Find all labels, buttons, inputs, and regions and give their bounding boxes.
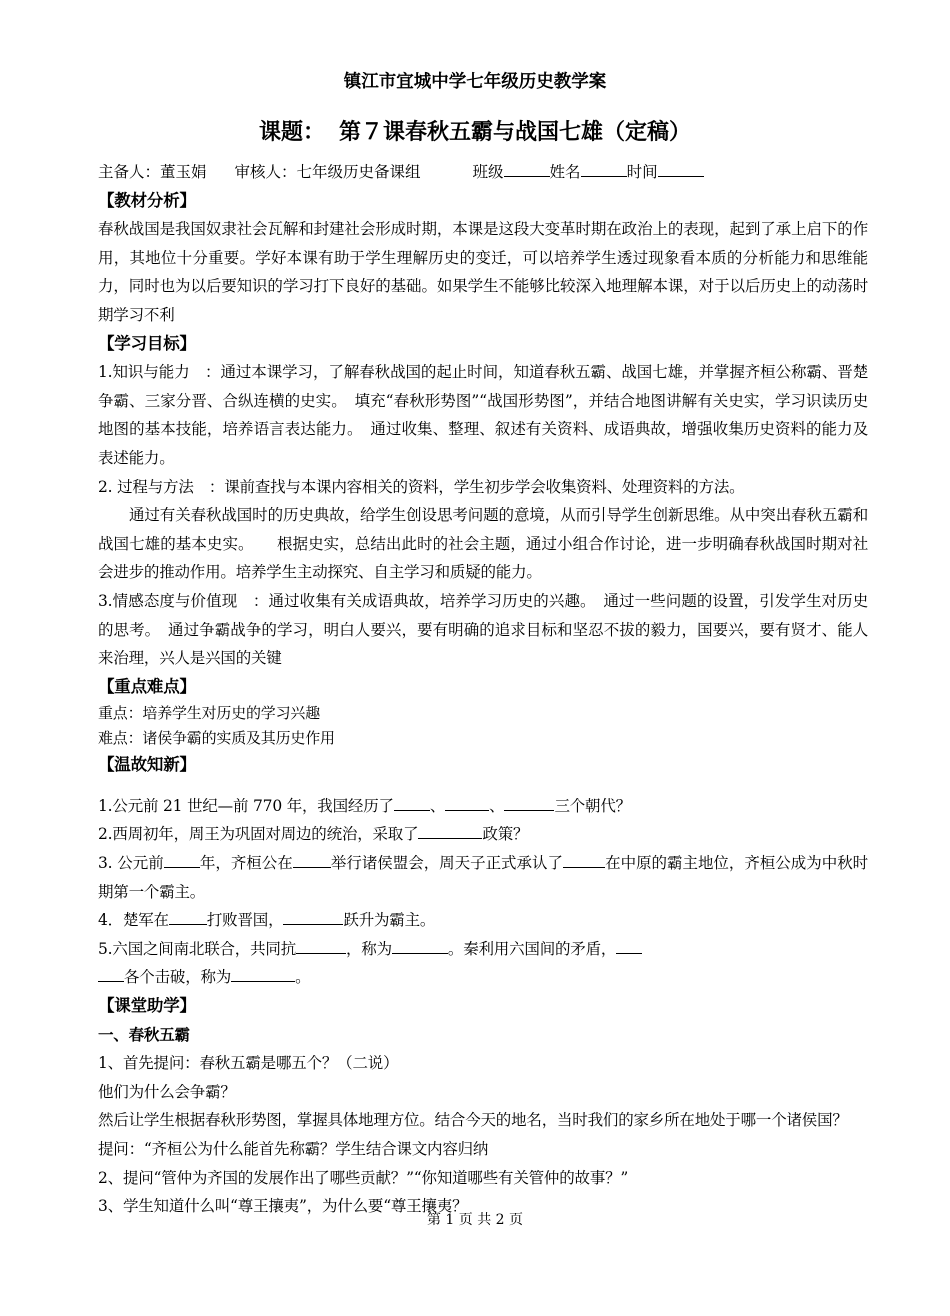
page-footer: 第 1 页 共 2 页	[426, 1212, 524, 1228]
analysis-text: 春秋战国是我国奴隶社会瓦解和封建社会形成时期，本课是这段大变革时期在政治上的表现，起到了承上启下的作用，其地位十分重要。学好本课有助于学生理解历史的变迁，可以培养学生透过现象看本质的分析能力和思维能力，同时也为以后要知识的学习打下良好的基础。如果学生不能够比较深入地理解本课，对于以后历史上的动荡时期学习不利	[98, 220, 868, 324]
name-blank[interactable]	[581, 159, 627, 177]
q1-blank-2[interactable]	[445, 793, 489, 811]
name-label: 姓名	[549, 163, 581, 181]
q5-text-b: ，称为	[346, 939, 392, 958]
q4-text-c: 跃升为霸主。	[343, 911, 436, 930]
key-point: 重点：培养学生对历史的学习兴趣	[98, 704, 321, 723]
review-question-1	[98, 792, 868, 821]
q5-blank-4[interactable]	[231, 964, 295, 982]
q1-sep-2: 、	[489, 796, 505, 815]
goal-process: 2. 过程与方法 ：课前查找与本课内容相关的资料，学生初步学会收集资料、处理资料的方法。	[98, 477, 745, 496]
lesson-name: 第７课春秋五霸与战国七雄（定稿）	[339, 120, 692, 145]
lesson-title	[0, 118, 950, 148]
lesson-prefix: 课题：	[258, 120, 325, 145]
q5-text-e: 。	[295, 968, 311, 987]
q5-blank-3b[interactable]	[98, 964, 124, 982]
heading-goals: 【学习目标】	[98, 333, 196, 353]
preparer: 主备人：董玉娟	[98, 163, 207, 181]
heading-review: 【温故知新】	[98, 755, 196, 775]
q3-blank-2[interactable]	[293, 850, 331, 868]
q3-blank-3[interactable]	[563, 850, 605, 868]
q2-blank[interactable]	[418, 821, 482, 839]
time-blank[interactable]	[658, 159, 704, 177]
q4-text-b: 打败晋国，	[206, 911, 284, 930]
class-label: 班级	[472, 163, 504, 181]
classroom-line-1: 1、首先提问：春秋五霸是哪五个？（二说）	[98, 1054, 399, 1073]
q4-blank-2[interactable]	[283, 907, 343, 925]
school-title: 镇江市宜城中学七年级历史教学案	[343, 72, 607, 92]
q5-text-a: 5.六国之间南北联合，共同抗	[98, 939, 296, 958]
q2-text-b: 政策？	[482, 825, 529, 844]
reviewer: 审核人：七年级历史备课组	[234, 163, 421, 181]
review-question-5	[98, 935, 868, 992]
q1-blank-1[interactable]	[394, 793, 430, 811]
q4-blank-1[interactable]	[169, 907, 207, 925]
q2-text-a: 2.西周初年，周王为巩固对周边的统治，采取了	[98, 825, 419, 844]
difficult-point: 难点：诸侯争霸的实质及其历史作用	[98, 729, 335, 748]
classroom-line-3: 然后让学生根据春秋形势图，掌握具体地理方位。结合今天的地名，当时我们的家乡所在地处于哪一个诸侯国？	[98, 1111, 848, 1130]
review-question-2	[98, 820, 868, 849]
meta-row	[98, 158, 868, 187]
q5-blank-3a[interactable]	[616, 936, 642, 954]
q1-blank-3[interactable]	[504, 793, 554, 811]
heading-classroom: 【课堂助学】	[98, 996, 196, 1016]
classroom-line-4: 提问：“齐桓公为什么能首先称霸？学生结合课文内容归纳	[98, 1140, 489, 1158]
heading-analysis: 【教材分析】	[98, 190, 196, 210]
goal-knowledge: 1.知识与能力 ：通过本课学习，了解春秋战国的起止时间，知道春秋五霸、战国七雄，并掌握齐桓公称霸、晋楚争霸、三家分晋、合纵连横的史实。 填充“春秋形势图”“战国形势图”，并结合地图讲解有关史实，学习识读历史地图的基本技能，培养语言表达能力。 通过收集、整理、叙述有关资料、成语典故，增强收集历史资料的能力及表述能力。	[98, 363, 868, 467]
time-label: 时间	[626, 163, 658, 181]
q5-blank-1[interactable]	[296, 936, 346, 954]
heading-key-points: 【重点难点】	[98, 676, 196, 696]
q5-text-d: 各个击破，称为	[124, 968, 232, 987]
q4-text-a: 4．楚军在	[98, 911, 169, 930]
document-body	[98, 158, 868, 1221]
q1-text-b: 三个朝代？	[554, 796, 631, 815]
class-blank[interactable]	[504, 159, 550, 177]
q3-text-b: 年，齐桓公在	[199, 854, 293, 873]
q1-text-a: 1.公元前 21 世纪—前 770 年，我国经历了	[98, 796, 394, 815]
review-question-3	[98, 849, 868, 906]
classroom-line-2: 他们为什么会争霸？	[98, 1082, 236, 1101]
q5-blank-2[interactable]	[392, 936, 448, 954]
goal-emotion: 3.情感态度与价值现 ：通过收集有关成语典故，培养学习历史的兴趣。 通过一些问题的设置，引发学生对历史的思考。 通过争霸战争的学习，明白人要兴，要有明确的追求目标和坚忍不拔的毅力，国要兴，要有贤才、能人来治理，兴人是兴国的关键	[98, 591, 868, 668]
q3-text-c: 举行诸侯盟会，周天子正式承认了	[330, 854, 563, 873]
q3-text-d: 在中原的霸主地位，齐桓公成为中秋时期第一个霸主。	[98, 854, 868, 901]
q3-blank-1[interactable]	[164, 850, 200, 868]
subheading-spring-autumn: 一、春秋五霸	[98, 1025, 190, 1044]
q5-text-c: 。秦利用六国间的矛盾，	[447, 939, 617, 958]
review-question-4	[98, 906, 868, 935]
q1-sep-1: 、	[429, 796, 446, 815]
classroom-line-6: 3、学生知道什么叫“尊王攘夷”，为什么要“尊王攘夷？	[98, 1197, 468, 1216]
classroom-line-5: 2、提问“管仲为齐国的发展作出了哪些贡献？”“你知道哪些有关管仲的故事？”	[98, 1168, 629, 1187]
goal-process-detail: 通过有关春秋战国时的历史典故，给学生创设思考问题的意境，从而引导学生创新思维。从中突出春秋五霸和战国七雄的基本史实。 根据史实，总结出此时的社会主题，通过小组合作讨论，进一步明确春秋战国时期对社会进步的推动作用。培养学生主动探究、自主学习和质疑的能力。	[98, 506, 868, 582]
q3-text-a: 3. 公元前	[98, 854, 164, 873]
